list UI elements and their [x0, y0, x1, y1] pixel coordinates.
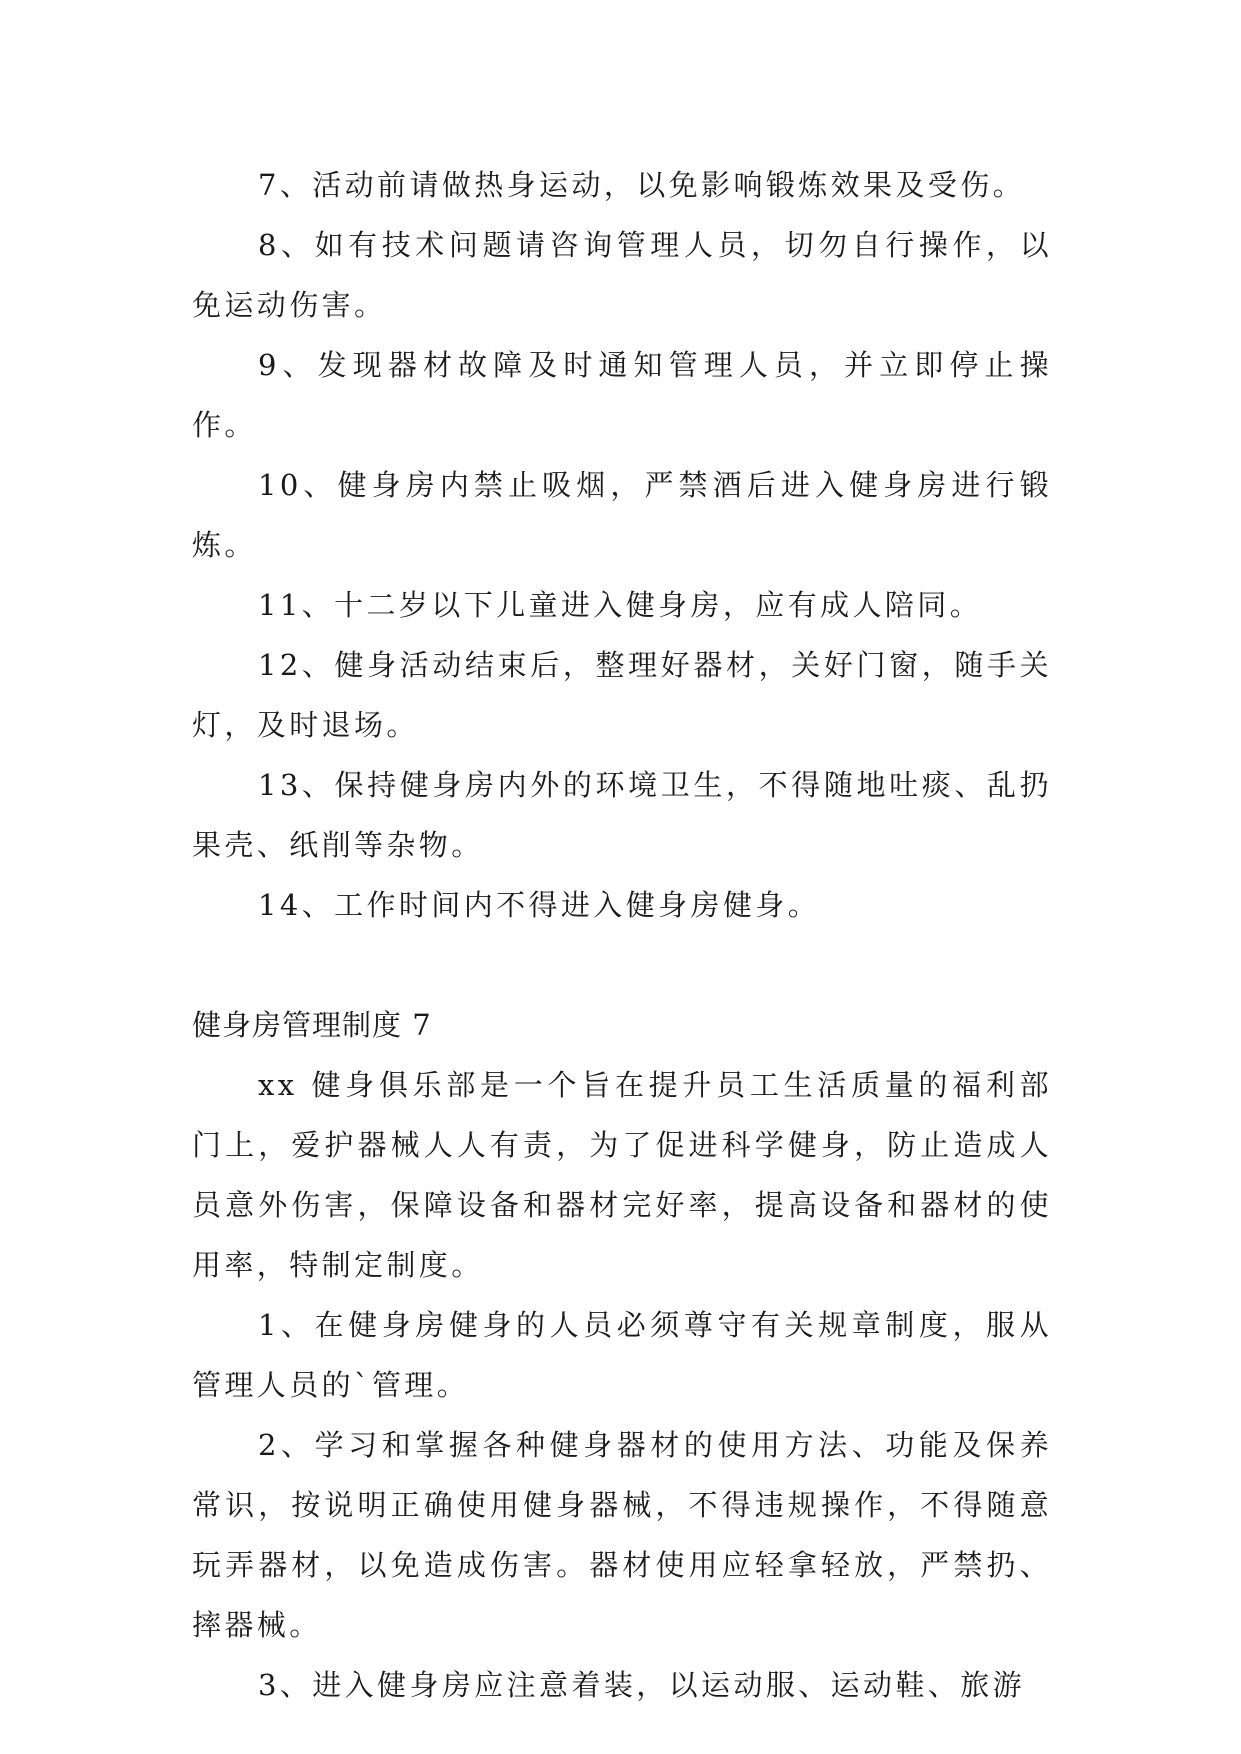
rule-item-7: 7、活动前请做热身运动，以免影响锻炼效果及受伤。	[258, 168, 1026, 202]
intro-paragraph: xx 健身俱乐部是一个旨在提升员工生活质量的福利部门上，爱护器械人人有责，为了促进科学健身，防止造成人员意外伤害，保障设备和器材完好率，提高设备和器材的使用率，特制定制度。	[192, 1068, 1052, 1282]
document-body	[192, 155, 1052, 1715]
rule-item-10: 10、健身房内禁止吸烟，严禁酒后进入健身房进行锻炼。	[192, 468, 1052, 562]
rule-item-3: 3、进入健身房应注意着装，以运动服、运动鞋、旅游	[258, 1668, 1026, 1702]
rule-item-1: 1、在健身房健身的人员必须尊守有关规章制度，服从管理人员的`管理。	[192, 1308, 1052, 1402]
rule-item-14: 14、工作时间内不得进入健身房健身。	[258, 888, 821, 922]
rule-item-11: 11、十二岁以下儿童进入健身房，应有成人陪同。	[258, 588, 983, 622]
rule-item-12: 12、健身活动结束后，整理好器材，关好门窗，随手关灯，及时退场。	[192, 648, 1052, 742]
section-heading: 健身房管理制度 7	[192, 1008, 432, 1042]
rule-item-2: 2、学习和掌握各种健身器材的使用方法、功能及保养常识，按说明正确使用健身器械，不得违规操作，不得随意玩弄器材，以免造成伤害。器材使用应轻拿轻放，严禁扔、摔器械。	[192, 1428, 1052, 1642]
rule-item-13: 13、保持健身房内外的环境卫生，不得随地吐痰、乱扔果壳、纸削等杂物。	[192, 768, 1052, 862]
rule-item-9: 9、发现器材故障及时通知管理人员，并立即停止操作。	[192, 348, 1052, 442]
rule-item-8: 8、如有技术问题请咨询管理人员，切勿自行操作，以免运动伤害。	[192, 228, 1052, 322]
